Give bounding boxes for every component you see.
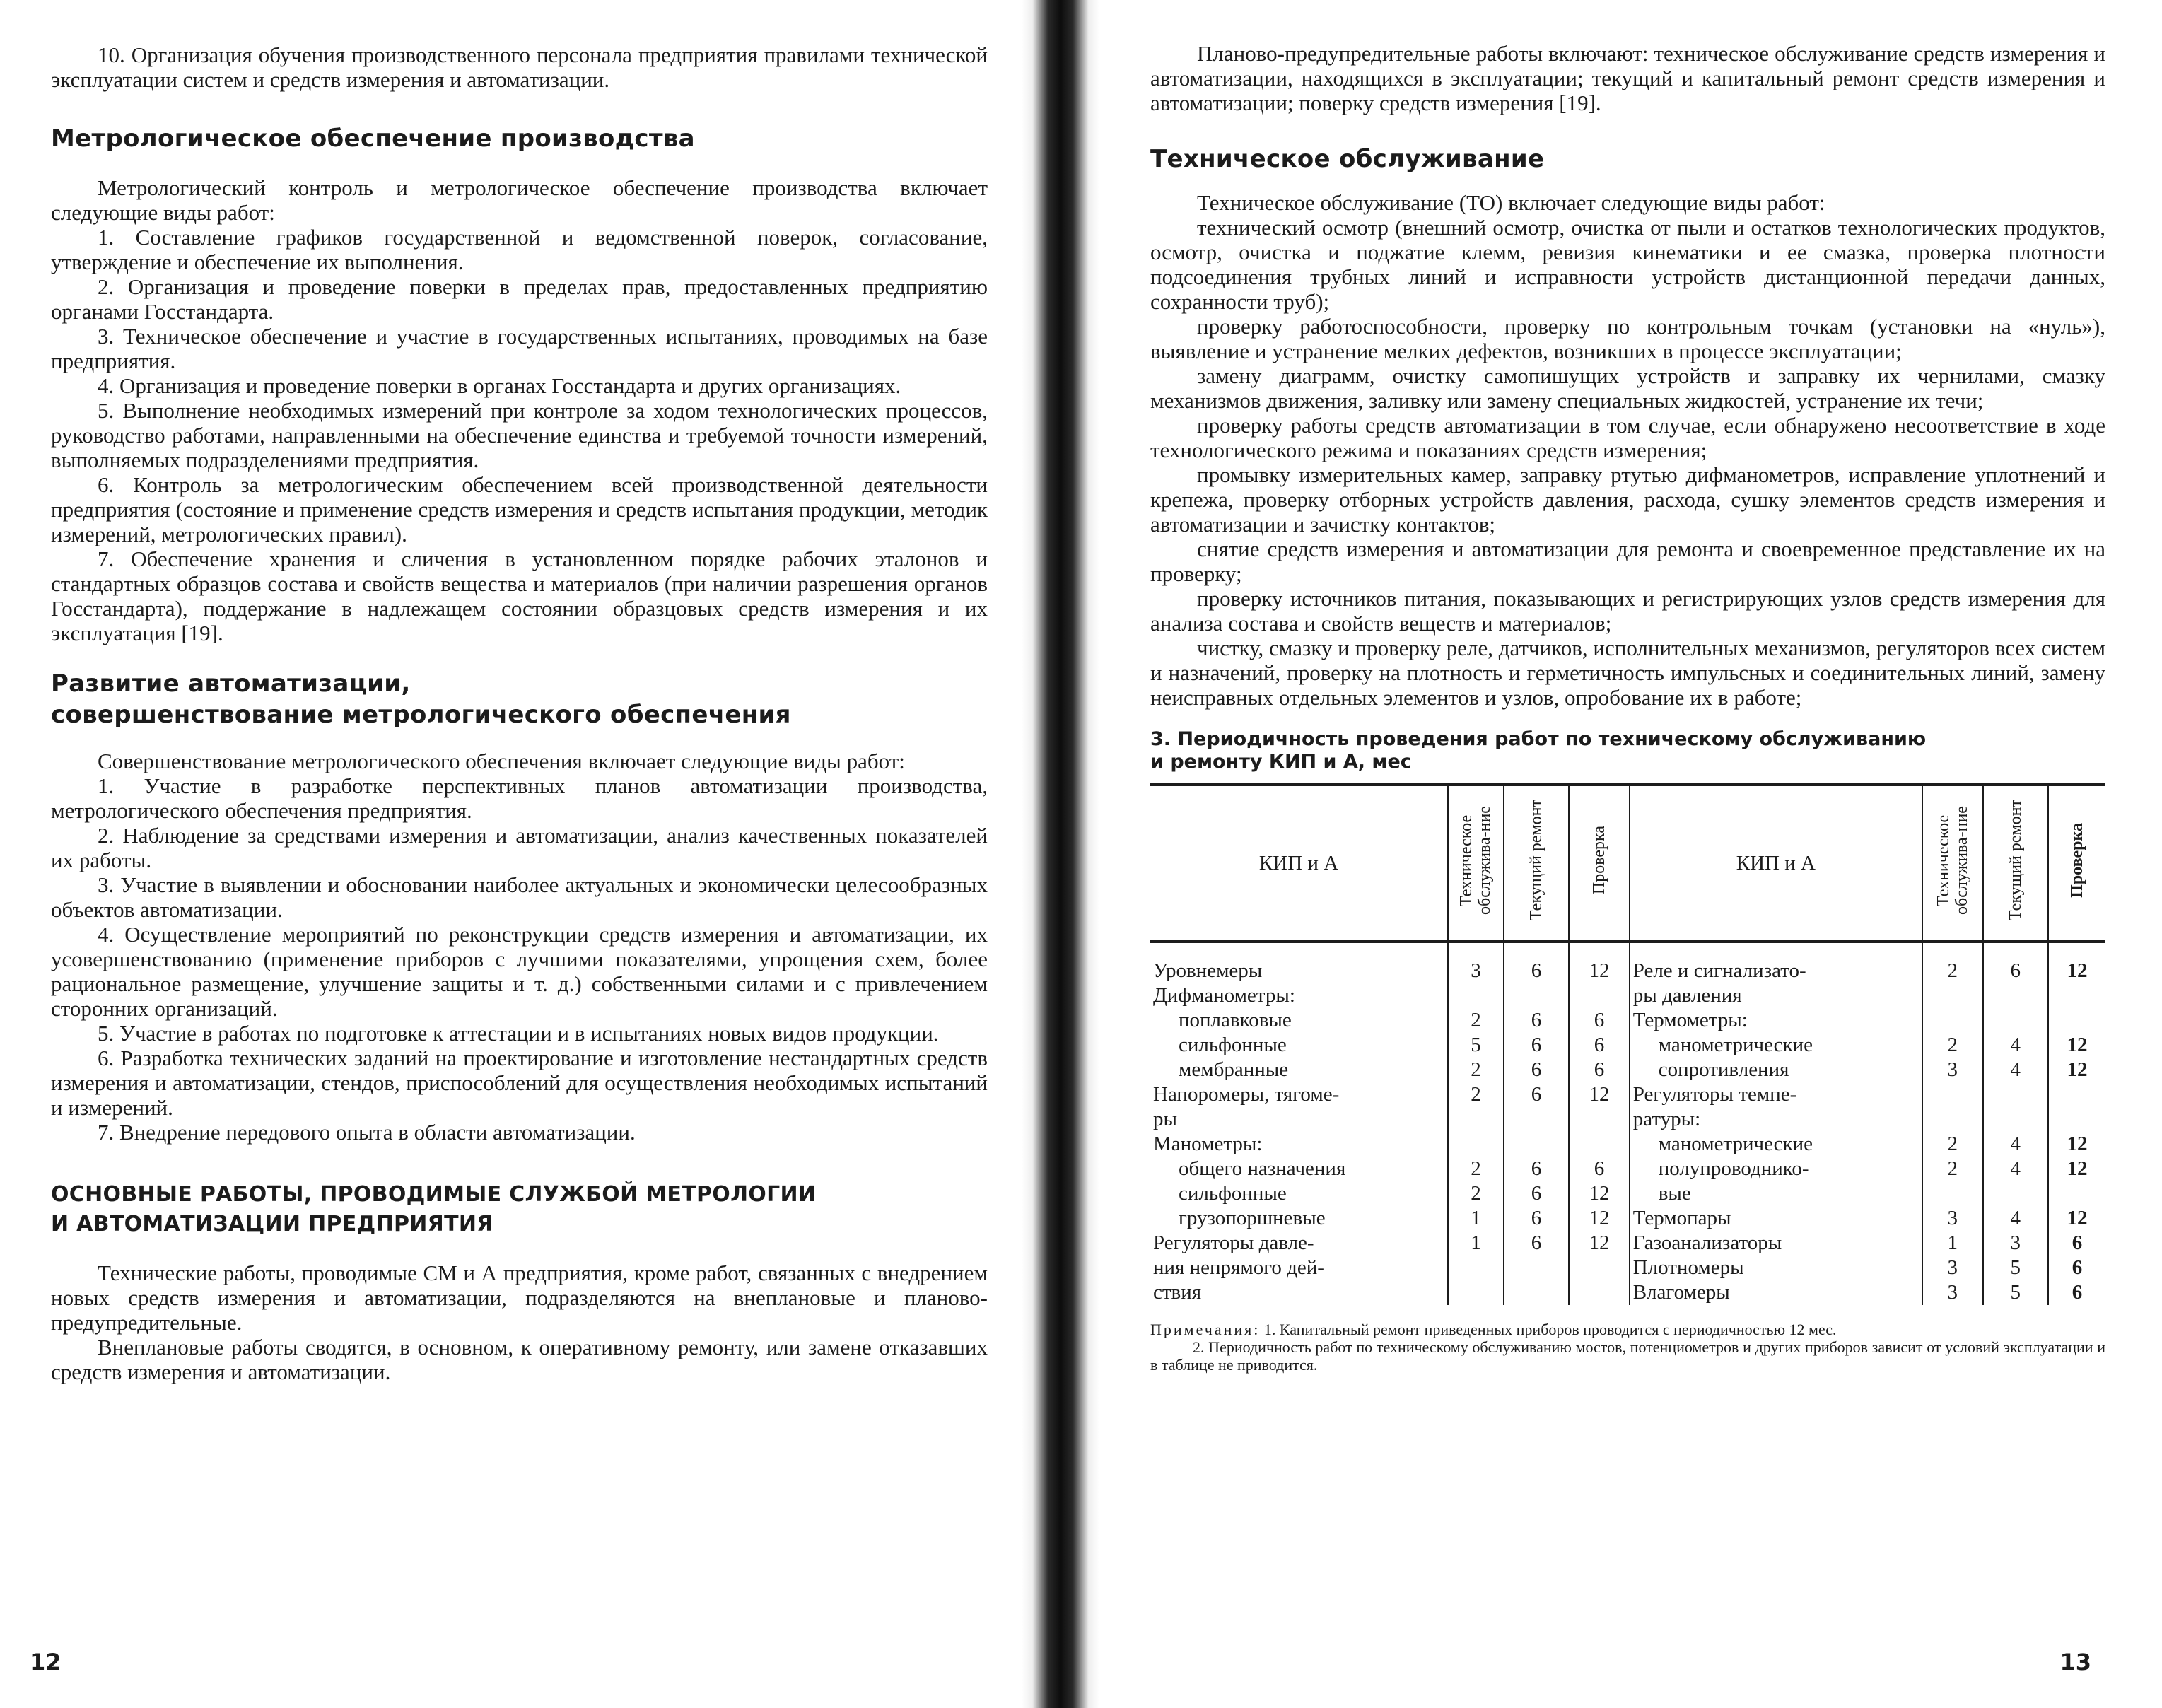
table-cell-line — [1926, 1181, 1980, 1206]
book-spine-shadow — [1022, 0, 1099, 1708]
table-cell-line: 6 — [2072, 1232, 2083, 1254]
table-cell-line: 4 — [2010, 1058, 2021, 1081]
paragraph: Метрологический контроль и метрологическое обеспечение производства включает следующие виды работ: — [51, 175, 988, 225]
cell-repair-left — [1504, 942, 1569, 1305]
table-cell-line: 3 — [1947, 1281, 1958, 1304]
section-automation-body — [51, 749, 988, 1145]
table-cell-line — [1507, 983, 1565, 1008]
table-cell-line — [1572, 1280, 1626, 1305]
section-metrology-body — [51, 175, 988, 645]
table-cell-line: 3 — [1947, 1256, 1958, 1279]
col-header-text: Проверка — [2067, 823, 2086, 898]
table-row — [1150, 942, 2105, 1305]
paragraph: 7. Обеспечение хранения и сличения в установленном порядке рабочих эталонов и стандартных образцов состава и свойств вещества и материалов (при наличии разрешения органов Госстандарта), поддержание в надлежащем состоянии образцовых средств измерения и их эксплуатация [19]. — [51, 546, 988, 645]
table-cell-line: 6 — [1531, 959, 1542, 982]
paragraph: 4. Осуществление мероприятий по реконструкции средств измерения и автоматизации, их усовершенствованию (применение приборов с лучшими показателями, упрощения схем, более рациональное размещение, улучшение защиты и т. д.) собственными силами и с привлечением сторонних организаций. — [51, 922, 988, 1021]
table-cell-line — [1451, 1107, 1500, 1132]
table-cell-line: 6 — [1594, 1058, 1605, 1081]
paragraph: промывку измерительных камер, заправку ртутью дифманометров, исправление уплотнений и крепежа, проверку отборных устройств давления, расхода, сушку элементов средств измерения и автоматизации и зачистку контактов; — [1150, 462, 2105, 537]
table-cell-line: 5 — [2010, 1281, 2021, 1304]
table-cell-line: 12 — [1589, 1182, 1610, 1205]
paragraph: 2. Организация и проведение поверки в пределах прав, предоставленных предприятию органами Госстандарта. — [51, 274, 988, 324]
table-cell-line: 6 — [1531, 1182, 1542, 1205]
table-cell-line: 6 — [2072, 1281, 2083, 1304]
col-header-check — [2048, 785, 2105, 942]
table-cell-line: 3 — [2010, 1232, 2021, 1254]
table-cell-line: 3 — [1947, 1058, 1958, 1081]
table-cell-line: 6 — [2072, 1256, 2083, 1279]
col-header-current-repair — [1983, 785, 2048, 942]
table-caption-line: и ремонту КИП и А, мес — [1150, 751, 1412, 773]
table-cell-line — [1987, 1181, 2045, 1206]
table-cell-line: общего назначения — [1179, 1157, 1346, 1180]
table-cell-line: 2 — [1471, 1083, 1481, 1106]
section-heading-automation-2: совершенствование метрологического обеспечения — [51, 701, 791, 729]
table-cell-line: 12 — [2067, 959, 2088, 982]
table-cell-line: сильфонные — [1179, 1034, 1287, 1056]
paragraph: замену диаграмм, очистку самопишущих устройств и заправку их чернилами, смазку механизмов движения, заливку или замену специальных жидкостей, устранение их течи; — [1150, 363, 2105, 413]
cell-check-right — [2048, 942, 2105, 1305]
table-cell-line: 12 — [1589, 959, 1610, 982]
section-main-works-body — [51, 1260, 988, 1384]
table-cell-line — [2052, 1082, 2103, 1107]
paragraph: чистку, смазку и проверку реле, датчиков, исполнительных механизмов, регуляторов всех систем и назначений, проверку на плотность и герметичность импульсных и соединительных линий, замену неисправных отдельных элементов и узлов, опробование их в работе; — [1150, 636, 2105, 710]
table-cell-line: 1 — [1471, 1232, 1481, 1254]
table-cell-line: мембранные — [1179, 1058, 1289, 1081]
col-header-maintenance — [1448, 785, 1504, 942]
table-cell-line: 6 — [2010, 959, 2021, 982]
table-cell-line: 4 — [2010, 1133, 2021, 1155]
table-header-row — [1150, 785, 2105, 942]
maintenance-period-table — [1150, 783, 2105, 1305]
table-cell-line: 12 — [2067, 1157, 2088, 1180]
table-cell-line: 12 — [2067, 1034, 2088, 1056]
table-cell-line — [1451, 1132, 1500, 1157]
table-cell-line — [1926, 1107, 1980, 1132]
table-cell-line: 2 — [1471, 1182, 1481, 1205]
paragraph: 10. Организация обучения производственного персонала предприятия правилами технической эксплуатации систем и средств измерения и автоматизации. — [51, 42, 988, 92]
table-cell-line: 12 — [2067, 1133, 2088, 1155]
table-cell-line: 2 — [1947, 959, 1958, 982]
note-line-1 — [1150, 1321, 2105, 1338]
note-label: Примечания: — [1150, 1321, 1261, 1338]
paragraph: проверку источников питания, показывающих и регистрирующих узлов средств измерения для анализа состава и свойств веществ и материалов; — [1150, 586, 2105, 636]
maintenance-items — [1150, 190, 2105, 710]
col-header-text: Проверка — [1589, 826, 1608, 895]
paragraph: 5. Выполнение необходимых измерений при контроле за ходом технологических процессов, руководство работами, направленными на обеспечение единства и требуемой точности измерений, выполняемых подразделениями предприятия. — [51, 398, 988, 472]
paragraph: снятие средств измерения и автоматизации для ремонта и своевременное представление их на проверку; — [1150, 537, 2105, 586]
section-heading-metrology: Метрологическое обеспечение производства — [51, 124, 695, 153]
cell-maintenance-right — [1922, 942, 1983, 1305]
paragraph: 5. Участие в работах по подготовке к аттестации и в испытаниях новых видов продукции. — [98, 1021, 939, 1046]
col-header-kip: КИП и А — [1150, 785, 1448, 942]
table-cell-line: 12 — [2067, 1207, 2088, 1229]
table-cell-line — [1926, 1082, 1980, 1107]
table-cell-line: 6 — [1531, 1157, 1542, 1180]
table-cell-line — [1926, 1008, 1980, 1033]
col-header-maintenance — [1922, 785, 1983, 942]
paragraph: 4. Организация и проведение поверки в органах Госстандарта и других организациях. — [98, 373, 901, 398]
table-cell-line — [1987, 1082, 2045, 1107]
table-cell-line — [1507, 1256, 1565, 1280]
col-header-text: Техническое обслужива-ние — [1934, 806, 1971, 915]
table-cell-line: 6 — [1531, 1058, 1542, 1081]
table-cell-line: 6 — [1531, 1034, 1542, 1056]
table-cell-line: 4 — [2010, 1207, 2021, 1229]
page-number: 13 — [2059, 1649, 2091, 1675]
table-cell-line: ры — [1153, 1108, 1177, 1130]
cell-check-left — [1569, 942, 1630, 1305]
table-cell-line: 6 — [1531, 1207, 1542, 1229]
table-cell-line: Газоанализаторы — [1632, 1232, 1782, 1254]
table-cell-line: 3 — [1947, 1207, 1958, 1229]
paragraph: 7. Внедрение передового опыта в области автоматизации. — [98, 1120, 636, 1145]
table-cell-line: вые — [1658, 1182, 1691, 1205]
section-heading-maintenance: Техническое обслуживание — [1150, 145, 1545, 173]
table-cell-line: поплавковые — [1179, 1009, 1292, 1031]
section-heading-main-works-2: И АВТОМАТИЗАЦИИ ПРЕДПРИЯТИЯ — [51, 1212, 493, 1236]
table-cell-line: 1 — [1947, 1232, 1958, 1254]
table-cell-line: 2 — [1471, 1009, 1481, 1031]
table-cell-line: манометрические — [1658, 1133, 1813, 1155]
table-cell-line — [2052, 1107, 2103, 1132]
table-cell-line — [1987, 983, 2045, 1008]
cell-names-right — [1630, 942, 1922, 1305]
table-cell-line: 6 — [1531, 1232, 1542, 1254]
table-cell-line: Регуляторы давле- — [1153, 1232, 1314, 1254]
left-page — [0, 0, 1022, 1708]
paragraph: Техническое обслуживание (ТО) включает следующие виды работ: — [1197, 190, 1825, 215]
paragraph: Совершенствование метрологического обеспечения включает следующие виды работ: — [98, 749, 905, 773]
table-cell-line: сильфонные — [1179, 1182, 1287, 1205]
table-cell-line — [2052, 1181, 2103, 1206]
table-cell-line: Термопары — [1632, 1207, 1731, 1229]
table-cell-line: полупроводнико- — [1658, 1157, 1809, 1180]
table-cell-line: 4 — [2010, 1157, 2021, 1180]
paragraph: 2. Наблюдение за средствами измерения и автоматизации, анализ качественных показателей их работы. — [51, 823, 988, 872]
table-cell-line: 5 — [1471, 1034, 1481, 1056]
table-cell-line — [1572, 1256, 1626, 1280]
table-cell-line: 6 — [1594, 1034, 1605, 1056]
table-cell-line — [1507, 1280, 1565, 1305]
cell-names-left — [1150, 942, 1448, 1305]
table-cell-line — [1451, 1256, 1500, 1280]
table-notes — [1150, 1321, 2105, 1374]
paragraph: Технические работы, проводимые СМ и А предприятия, кроме работ, связанных с внедрением новых средств измерения и автоматизации, подразделяются на внеплановые и планово-предупредительные. — [51, 1260, 988, 1335]
table-cell-line: 12 — [1589, 1083, 1610, 1106]
table-cell-line: Дифманометры: — [1153, 984, 1295, 1007]
table-cell-line — [1451, 983, 1500, 1008]
table-cell-line: 2 — [1471, 1157, 1481, 1180]
table-cell-line: 6 — [1531, 1009, 1542, 1031]
table-cell-line: Влагомеры — [1632, 1281, 1730, 1304]
col-header-text: Текущий ремонт — [1527, 800, 1545, 921]
table-cell-line: 1 — [1471, 1207, 1481, 1229]
table-cell-line: Регуляторы темпе- — [1632, 1083, 1797, 1106]
paragraph: 6. Контроль за метрологическим обеспечением всей производственной деятельности предприятия (состояние и применение средств измерения и средств испытания продукции, методик измерений, метрологических правил). — [51, 472, 988, 546]
table-cell-line: ры давления — [1632, 984, 1742, 1007]
table-cell-line: ратуры: — [1632, 1108, 1701, 1130]
section-heading-main-works-1: ОСНОВНЫЕ РАБОТЫ, ПРОВОДИМЫЕ СЛУЖБОЙ МЕТРОЛОГИИ — [51, 1182, 817, 1207]
table-cell-line: 12 — [1589, 1207, 1610, 1229]
table-caption — [1150, 728, 2105, 773]
table-cell-line — [2052, 1008, 2103, 1033]
table-cell-line: 2 — [1471, 1058, 1481, 1081]
table-cell-line: ния непрямого дей- — [1153, 1256, 1324, 1279]
table-cell-line: Манометры: — [1153, 1133, 1263, 1155]
note-line-2: 2. Периодичность работ по техническому обслуживанию мостов, потенциометров и других приборов зависит от условий эксплуатации и в таблице не приводится. — [1150, 1338, 2105, 1374]
table-cell-line: 2 — [1947, 1133, 1958, 1155]
paragraph: 1. Составление графиков государственной и ведомственной поверок, согласование, утверждение и обеспечение их выполнения. — [51, 225, 988, 274]
paragraph: проверку работоспособности, проверку по контрольным точкам (установки на «нуль»), выявление и устранение мелких дефектов, возникших в процессе эксплуатации; — [1150, 314, 2105, 363]
table-cell-line: 2 — [1947, 1034, 1958, 1056]
table-cell-line — [1987, 1107, 2045, 1132]
paragraph: 1. Участие в разработке перспективных планов автоматизации производства, метрологического обеспечения предприятия. — [51, 773, 988, 823]
col-header-text: Текущий ремонт — [2006, 800, 2025, 921]
table-cell-line: 2 — [1947, 1157, 1958, 1180]
table-cell-line: 5 — [2010, 1256, 2021, 1279]
table-cell-line: 4 — [2010, 1034, 2021, 1056]
table-cell-line: 6 — [1594, 1157, 1605, 1180]
table-cell-line — [1572, 1107, 1626, 1132]
paragraph: технический осмотр (внешний осмотр, очистка от пыли и остатков технологических продуктов, осмотр, очистка и поджатие клемм, ревизия кинематики и ее смазка, проверка плотности подсоединения трубных линий и исправности устройств дистанционной передачи данных, сохранности труб); — [1150, 215, 2105, 314]
table-cell-line — [1451, 1280, 1500, 1305]
table-cell-line: Термометры: — [1632, 1009, 1748, 1031]
paragraph: 6. Разработка технических заданий на проектирование и изготовление нестандартных средств измерения и автоматизации, стендов, приспособлений для осуществления необходимых испытаний и измерений. — [51, 1046, 988, 1120]
table-cell-line: Уровнемеры — [1153, 959, 1263, 982]
table-cell-line: манометрические — [1658, 1034, 1813, 1056]
table-cell-line: Плотномеры — [1632, 1256, 1744, 1279]
table-cell-line: 3 — [1471, 959, 1481, 982]
table-cell-line: сопротивления — [1658, 1058, 1789, 1081]
table-cell-line — [1987, 1008, 2045, 1033]
page-number: 12 — [30, 1649, 62, 1675]
table-cell-line — [1926, 983, 1980, 1008]
paragraph: 3. Техническое обеспечение и участие в государственных испытаниях, проводимых на базе предприятия. — [51, 324, 988, 373]
table-cell-line: 6 — [1531, 1083, 1542, 1106]
table-cell-line: 12 — [2067, 1058, 2088, 1081]
table-cell-line: ствия — [1153, 1281, 1202, 1304]
section-heading-automation-1: Развитие автоматизации, — [51, 669, 411, 698]
table-cell-line — [1507, 1132, 1565, 1157]
table-caption-line: 3. Периодичность проведения работ по техническому обслуживанию — [1150, 728, 1927, 750]
table-cell-line — [2052, 983, 2103, 1008]
table-cell-line: грузопоршневые — [1179, 1207, 1326, 1229]
paragraph: Планово-предупредительные работы включают: техническое обслуживание средств измерения и автоматизации, находящихся в эксплуатации; текущий и капитальный ремонт средств измерения и автоматизации; поверку средств измерения [19]. — [1150, 41, 2105, 115]
right-page — [1099, 0, 2162, 1708]
paragraph: проверку работы средств автоматизации в том случае, если обнаружено несоответствие в ходе технологического режима и показаниях средств измерения; — [1150, 413, 2105, 462]
table-cell-line: Напоромеры, тягоме- — [1153, 1083, 1340, 1106]
cell-maintenance-left — [1448, 942, 1504, 1305]
table-cell-line — [1507, 1107, 1565, 1132]
col-header-text: Техническое обслужива-ние — [1457, 806, 1495, 915]
table-cell-line: 6 — [1594, 1009, 1605, 1031]
paragraph: Внеплановые работы сводятся, в основном, к оперативному ремонту, или замене отказавших средств измерения и автоматизации. — [51, 1335, 988, 1384]
col-header-kip: КИП и А — [1630, 785, 1922, 942]
table-cell-line — [1572, 983, 1626, 1008]
table-cell-line: Реле и сигнализато- — [1632, 959, 1806, 982]
col-header-current-repair — [1504, 785, 1569, 942]
col-header-check — [1569, 785, 1630, 942]
cell-repair-right — [1983, 942, 2048, 1305]
paragraph: 3. Участие в выявлении и обосновании наиболее актуальных и экономически целесообразных объектов автоматизации. — [51, 872, 988, 922]
table-cell-line — [1572, 1132, 1626, 1157]
table-cell-line: 12 — [1589, 1232, 1610, 1254]
note-text: 1. Капитальный ремонт приведенных приборов проводится с периодичностью 12 мес. — [1263, 1321, 1837, 1338]
